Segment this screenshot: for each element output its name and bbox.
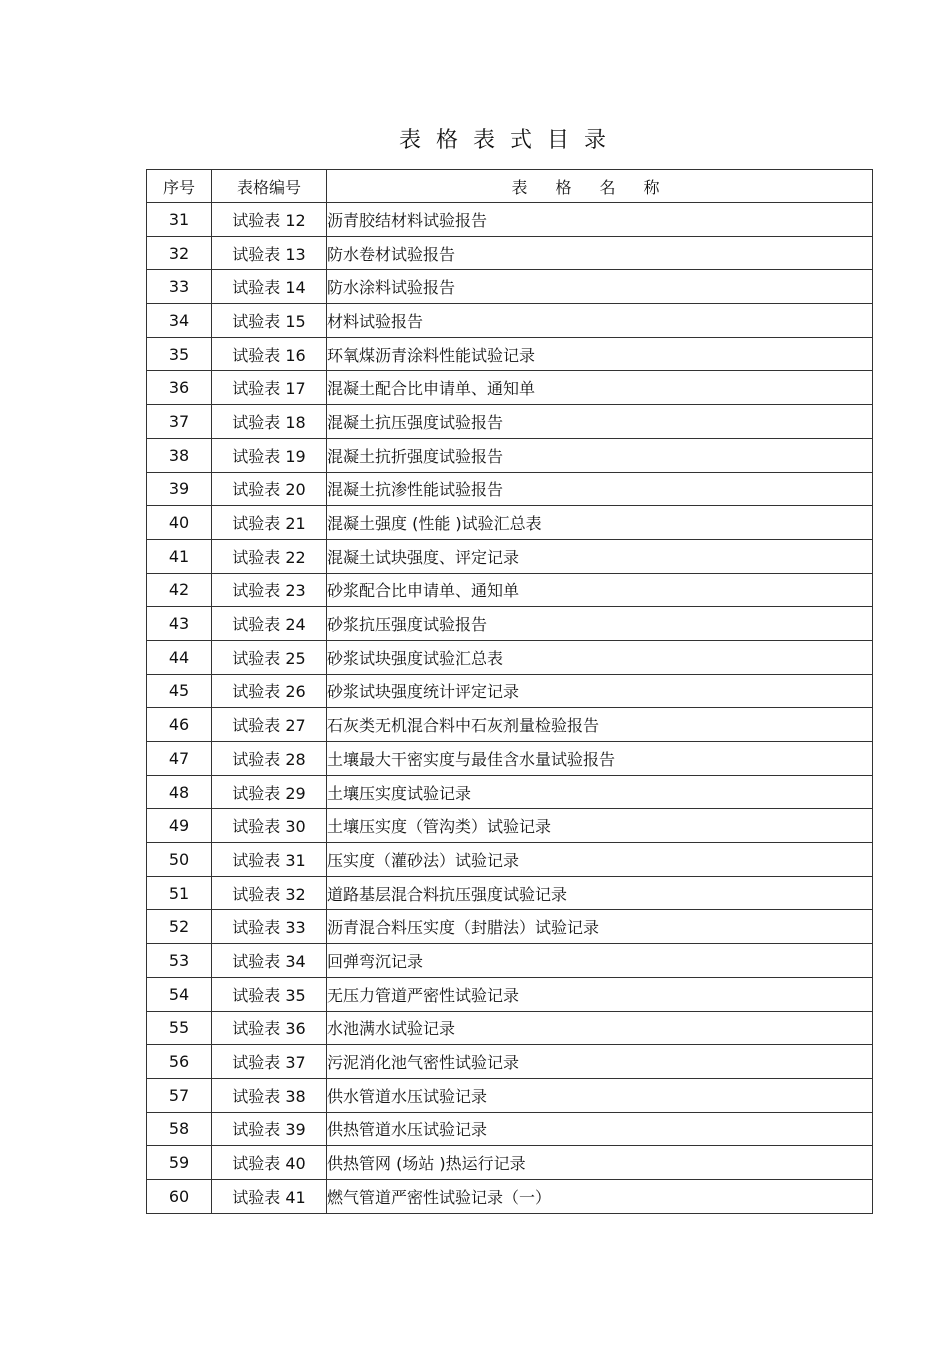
- row-serial-number: 35: [147, 337, 212, 371]
- row-serial-number: 52: [147, 910, 212, 944]
- row-serial-number: 44: [147, 640, 212, 674]
- row-serial-number: 39: [147, 472, 212, 506]
- table-row: [147, 405, 873, 439]
- row-form-code: 试验表 26: [212, 674, 327, 708]
- row-serial-number: 58: [147, 1112, 212, 1146]
- row-form-code: 试验表 32: [212, 876, 327, 910]
- form-index-table: [146, 169, 873, 1214]
- row-form-name: 混凝土抗渗性能试验报告: [327, 472, 873, 506]
- row-form-code: 试验表 17: [212, 371, 327, 405]
- row-serial-number: 59: [147, 1146, 212, 1180]
- row-form-name: 混凝土试块强度、评定记录: [327, 539, 873, 573]
- table-row: [147, 337, 873, 371]
- row-form-code: 试验表 16: [212, 337, 327, 371]
- row-form-name: 砂浆试块强度试验汇总表: [327, 640, 873, 674]
- header-serial-number: 序号: [147, 170, 212, 203]
- row-form-name: 沥青混合料压实度（封腊法）试验记录: [327, 910, 873, 944]
- table-row: [147, 944, 873, 978]
- row-form-code: 试验表 22: [212, 539, 327, 573]
- table-row: [147, 438, 873, 472]
- row-form-code: 试验表 39: [212, 1112, 327, 1146]
- table-row: [147, 607, 873, 641]
- row-form-code: 试验表 28: [212, 742, 327, 776]
- table-row: [147, 977, 873, 1011]
- row-form-code: 试验表 19: [212, 438, 327, 472]
- row-form-name: 污泥消化池气密性试验记录: [327, 1045, 873, 1079]
- row-serial-number: 34: [147, 304, 212, 338]
- row-serial-number: 48: [147, 775, 212, 809]
- row-serial-number: 42: [147, 573, 212, 607]
- row-serial-number: 33: [147, 270, 212, 304]
- table-row: [147, 640, 873, 674]
- row-form-code: 试验表 29: [212, 775, 327, 809]
- table-row: [147, 203, 873, 237]
- table-row: [147, 1078, 873, 1112]
- row-serial-number: 60: [147, 1179, 212, 1213]
- row-form-code: 试验表 35: [212, 977, 327, 1011]
- row-form-name: 供热管网 (场站 )热运行记录: [327, 1146, 873, 1180]
- table-body: [147, 203, 873, 1214]
- row-form-name: 压实度（灌砂法）试验记录: [327, 843, 873, 877]
- row-serial-number: 31: [147, 203, 212, 237]
- table-row: [147, 1146, 873, 1180]
- row-serial-number: 36: [147, 371, 212, 405]
- row-form-name: 混凝土强度 (性能 )试验汇总表: [327, 506, 873, 540]
- row-form-code: 试验表 27: [212, 708, 327, 742]
- row-form-code: 试验表 21: [212, 506, 327, 540]
- row-form-code: 试验表 41: [212, 1179, 327, 1213]
- page-title: 表格表式目录: [398, 128, 621, 153]
- row-form-name: 无压力管道严密性试验记录: [327, 977, 873, 1011]
- table-row: [147, 876, 873, 910]
- row-form-code: 试验表 37: [212, 1045, 327, 1079]
- row-form-code: 试验表 18: [212, 405, 327, 439]
- row-serial-number: 32: [147, 236, 212, 270]
- row-serial-number: 41: [147, 539, 212, 573]
- row-serial-number: 56: [147, 1045, 212, 1079]
- row-form-name: 材料试验报告: [327, 304, 873, 338]
- row-form-code: 试验表 31: [212, 843, 327, 877]
- row-form-code: 试验表 36: [212, 1011, 327, 1045]
- row-form-name: 燃气管道严密性试验记录（一）: [327, 1179, 873, 1213]
- row-form-code: 试验表 15: [212, 304, 327, 338]
- table-row: [147, 539, 873, 573]
- row-serial-number: 57: [147, 1078, 212, 1112]
- table-row: [147, 573, 873, 607]
- row-form-code: 试验表 40: [212, 1146, 327, 1180]
- header-form-name: 表格名称: [327, 170, 873, 203]
- row-form-code: 试验表 20: [212, 472, 327, 506]
- row-form-name: 混凝土抗折强度试验报告: [327, 438, 873, 472]
- table-row: [147, 371, 873, 405]
- row-form-code: 试验表 30: [212, 809, 327, 843]
- row-form-name: 供水管道水压试验记录: [327, 1078, 873, 1112]
- row-serial-number: 53: [147, 944, 212, 978]
- row-form-name: 土壤最大干密实度与最佳含水量试验报告: [327, 742, 873, 776]
- row-serial-number: 55: [147, 1011, 212, 1045]
- row-serial-number: 45: [147, 674, 212, 708]
- row-serial-number: 38: [147, 438, 212, 472]
- table-row: [147, 1045, 873, 1079]
- row-serial-number: 43: [147, 607, 212, 641]
- row-form-name: 回弹弯沉记录: [327, 944, 873, 978]
- row-serial-number: 54: [147, 977, 212, 1011]
- row-form-name: 石灰类无机混合料中石灰剂量检验报告: [327, 708, 873, 742]
- row-serial-number: 47: [147, 742, 212, 776]
- row-serial-number: 50: [147, 843, 212, 877]
- table-row: [147, 708, 873, 742]
- row-form-name: 混凝土抗压强度试验报告: [327, 405, 873, 439]
- row-form-code: 试验表 12: [212, 203, 327, 237]
- table-row: [147, 1112, 873, 1146]
- row-form-name: 环氧煤沥青涂料性能试验记录: [327, 337, 873, 371]
- table-header-row: [147, 170, 873, 203]
- row-form-code: 试验表 24: [212, 607, 327, 641]
- table-row: [147, 1011, 873, 1045]
- header-form-code: 表格编号: [212, 170, 327, 203]
- row-form-name: 水池满水试验记录: [327, 1011, 873, 1045]
- table-row: [147, 304, 873, 338]
- row-serial-number: 46: [147, 708, 212, 742]
- table-row: [147, 809, 873, 843]
- row-form-code: 试验表 13: [212, 236, 327, 270]
- table-row: [147, 674, 873, 708]
- row-serial-number: 49: [147, 809, 212, 843]
- table-row: [147, 472, 873, 506]
- row-serial-number: 51: [147, 876, 212, 910]
- table-row: [147, 775, 873, 809]
- row-form-name: 砂浆配合比申请单、通知单: [327, 573, 873, 607]
- row-form-name: 防水涂料试验报告: [327, 270, 873, 304]
- row-form-name: 土壤压实度（管沟类）试验记录: [327, 809, 873, 843]
- row-form-code: 试验表 25: [212, 640, 327, 674]
- table-row: [147, 742, 873, 776]
- row-form-name: 砂浆抗压强度试验报告: [327, 607, 873, 641]
- row-form-name: 防水卷材试验报告: [327, 236, 873, 270]
- table-row: [147, 236, 873, 270]
- row-form-name: 道路基层混合料抗压强度试验记录: [327, 876, 873, 910]
- row-form-name: 供热管道水压试验记录: [327, 1112, 873, 1146]
- row-form-name: 沥青胶结材料试验报告: [327, 203, 873, 237]
- row-form-name: 土壤压实度试验记录: [327, 775, 873, 809]
- table-row: [147, 843, 873, 877]
- table-row: [147, 1179, 873, 1213]
- row-serial-number: 40: [147, 506, 212, 540]
- row-serial-number: 37: [147, 405, 212, 439]
- row-form-name: 砂浆试块强度统计评定记录: [327, 674, 873, 708]
- row-form-code: 试验表 23: [212, 573, 327, 607]
- table-row: [147, 506, 873, 540]
- row-form-code: 试验表 34: [212, 944, 327, 978]
- row-form-name: 混凝土配合比申请单、通知单: [327, 371, 873, 405]
- table-row: [147, 910, 873, 944]
- row-form-code: 试验表 38: [212, 1078, 327, 1112]
- row-form-code: 试验表 14: [212, 270, 327, 304]
- table-row: [147, 270, 873, 304]
- row-form-code: 试验表 33: [212, 910, 327, 944]
